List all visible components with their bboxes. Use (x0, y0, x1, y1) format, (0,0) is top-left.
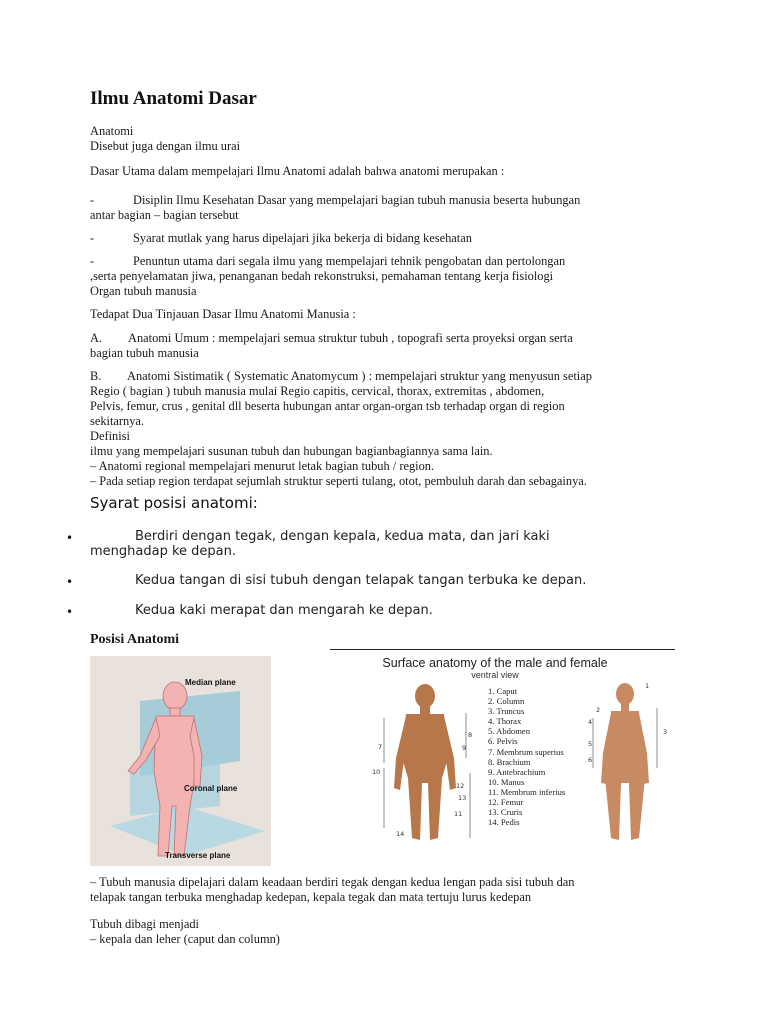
male-mark-14: 14 (396, 830, 405, 838)
list-dash: - (90, 231, 95, 245)
female-mark-2: 2 (596, 706, 601, 714)
list-dash: - (90, 254, 95, 268)
legend-item: 6. Pelvis (488, 736, 518, 747)
item-a-line-2: bagian tubuh manusia (90, 346, 199, 360)
female-figure (585, 678, 668, 848)
point-3-line-2: ,serta penyelamatan jiwa, penanganan bedah rekonstruksi, pemahaman tentang kerja fisiologi (90, 269, 554, 283)
intro-line-2: Disebut juga dengan ilmu urai (90, 139, 241, 153)
planes-illustration (90, 656, 271, 866)
legend-item: 14. Pedis (488, 817, 520, 828)
regional-line: – Anatomi regional mempelajari menurut letak bagian tubuh / region. (90, 459, 435, 473)
point-3-line-1: Penuntun utama dari segala ilmu yang mempelajari tehnik pengobatan dan pertolongan (133, 254, 566, 268)
syarat-item-1-line-1: Berdiri dengan tegak, dengan kepala, kedua mata, dan jari kaki (135, 529, 550, 544)
female-mark-3: 3 (663, 728, 668, 736)
point-3-line-3: Organ tubuh manusia (90, 284, 197, 298)
definisi-text: ilmu yang mempelajari susunan tubuh dan hubungan bagianbagiannya sama lain. (90, 444, 493, 458)
male-mark-8: 8 (468, 731, 473, 739)
point-1-line-2: antar bagian – bagian tersebut (90, 208, 239, 222)
figure-rule (330, 649, 675, 650)
syarat-heading: Syarat posisi anatomi: (90, 494, 258, 512)
female-mark-5: 5 (588, 740, 593, 748)
item-b-line-2: Regio ( bagian ) tubuh manusia mulai Regio capitis, cervical, thorax, extremitas , abdomen, (90, 384, 545, 398)
legend-item: 9. Antebrachium (488, 766, 546, 777)
point-1-line-1: Disiplin Ilmu Kesehatan Dasar yang mempelajari bagian tubuh manusia beserta hubungan (133, 193, 581, 207)
bullet-icon: • (66, 605, 74, 619)
surface-subtitle: ventral view (471, 670, 519, 680)
item-a-label: A. (90, 331, 103, 345)
male-mark-12: 12 (456, 782, 465, 790)
male-mark-11: 11 (454, 810, 463, 818)
lead-paragraph: Dasar Utama dalam mempelajari Ilmu Anatomi adalah bahwa anatomi merupakan : (90, 164, 505, 178)
female-mark-1: 1 (645, 682, 650, 690)
page-title: Ilmu Anatomi Dasar (90, 88, 257, 109)
intro-line-1: Anatomi (90, 124, 134, 138)
list-dash: - (90, 193, 95, 207)
male-mark-10: 10 (372, 768, 381, 776)
bullet-icon: • (66, 575, 74, 589)
item-a-line-1: Anatomi Umum : mempelajari semua struktur tubuh , topografi serta proyeksi organ serta (128, 331, 573, 345)
female-mark-6: 6 (588, 756, 593, 764)
divided-item-1: – kepala dan leher (caput dan column) (90, 932, 280, 946)
tinjauan-heading: Tedapat Dua Tinjauan Dasar Ilmu Anatomi Manusia : (90, 307, 356, 321)
legend-item: 11. Membrum inferius (488, 786, 566, 797)
legend-item: 7. Membrum superius (488, 746, 564, 757)
closing-line-1: – Tubuh manusia dipelajari dalam keadaan berdiri tegak dengan kedua lengan pada sisi tubuh dan (90, 875, 575, 889)
syarat-item-3: Kedua kaki merapat dan mengarah ke depan. (135, 603, 433, 618)
legend-item: 13. Cruris (488, 807, 523, 818)
male-mark-13: 13 (458, 794, 467, 802)
closing-line-2: telapak tangan terbuka menghadap kedepan, kepala tegak dan mata tertuju lurus kedepan (90, 890, 532, 904)
male-mark-7: 7 (378, 743, 383, 751)
surface-anatomy-figure (330, 648, 675, 848)
syarat-item-1-line-2: menghadap ke depan. (90, 544, 236, 559)
anatomical-planes-figure (90, 656, 271, 866)
item-b-line-3: Pelvis, femur, crus , genital dll beserta hubungan antar organ-organ tsb terhadap organ di region (90, 399, 565, 413)
coronal-plane-label: Coronal plane (184, 784, 238, 793)
divided-heading: Tubuh dibagi menjadi (90, 917, 199, 931)
legend-item: 3. Truncus (488, 706, 525, 717)
surface-legend (488, 686, 565, 827)
legend-item: 5. Abdomen (488, 726, 531, 737)
transverse-plane-label: Transverse plane (165, 851, 231, 860)
legend-item: 2. Column (488, 696, 525, 707)
legend-item: 8. Brachium (488, 756, 531, 767)
surface-title: Surface anatomy of the male and female (382, 656, 608, 670)
male-mark-9: 9 (462, 744, 467, 752)
legend-item: 12. Femur (488, 797, 524, 808)
legend-item: 4. Thorax (488, 716, 522, 727)
item-b-line-1: Anatomi Sistimatik ( Systematic Anatomycum ) : mempelajari struktur yang menyusun setiap (127, 369, 592, 383)
legend-item: 1. Caput (488, 686, 518, 696)
definisi-label: Definisi (90, 429, 130, 443)
syarat-item-2: Kedua tangan di sisi tubuh dengan telapak tangan terbuka ke depan. (135, 573, 587, 588)
region-structure-line: – Pada setiap region terdapat sejumlah struktur seperti tulang, otot, pembuluh darah dan sebagainya. (90, 474, 587, 488)
legend-item: 10. Manus (488, 776, 525, 787)
female-mark-4: 4 (588, 718, 593, 726)
median-plane-label: Median plane (185, 678, 236, 687)
point-2-line-1: Syarat mutlak yang harus dipelajari jika bekerja di bidang kesehatan (133, 231, 472, 245)
item-b-line-4: sekitarnya. (90, 414, 145, 428)
bullet-icon: • (66, 531, 74, 545)
posisi-heading: Posisi Anatomi (90, 632, 180, 647)
item-b-label: B. (90, 369, 102, 383)
male-figure (370, 678, 480, 848)
